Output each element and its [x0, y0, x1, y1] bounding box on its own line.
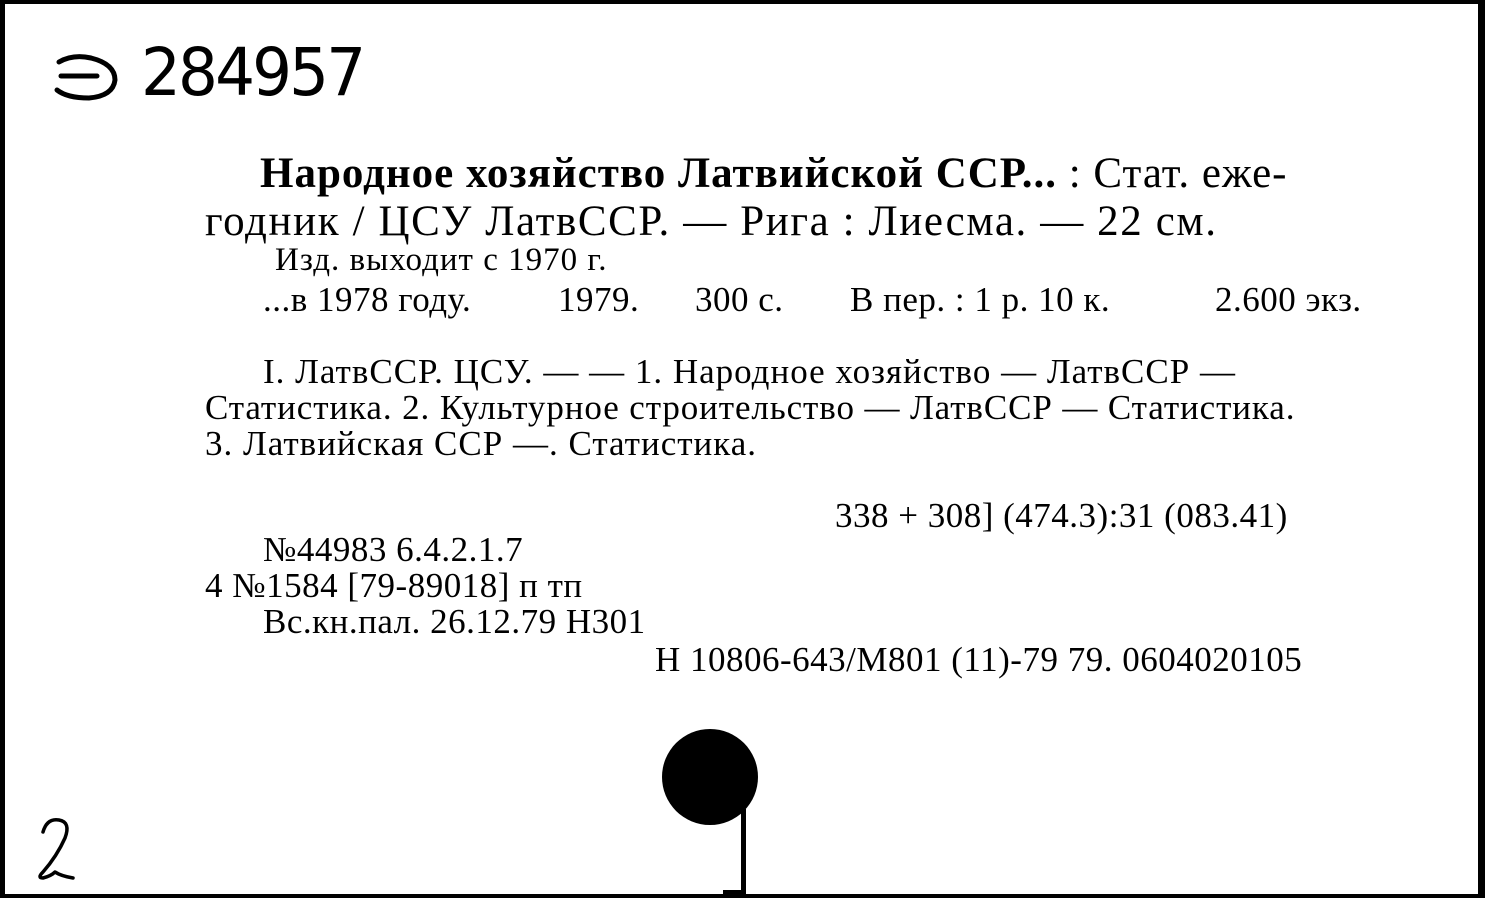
subjects-line-3: 3. Латвийская ССР —. Статистика. [205, 424, 758, 463]
order-number: №44983 6.4.2.1.7 [263, 530, 524, 569]
punch-hole-slot [741, 809, 746, 897]
volume-pub-year: 1979. [558, 280, 640, 319]
volume-year-title: ...в 1978 году. [263, 280, 472, 319]
publication-note: Изд. выходит с 1970 г. [275, 242, 608, 278]
volume-copies: 2.600 экз. [1215, 280, 1362, 319]
handwritten-digit-icon [33, 814, 83, 884]
catalog-index: Н 10806-643/М801 (11)-79 79. 0604020105 [655, 640, 1303, 679]
title-bold: Народное хозяйство Латвийской ССР... [260, 150, 1057, 197]
title-line-2: годник / ЦСУ ЛатвССР. — Рига : Лиесма. — 22 см. [205, 198, 1218, 245]
handwritten-call-number: 284957 [141, 34, 364, 111]
book-chamber-stamp: Вс.кн.пал. 26.12.79 Н301 [263, 602, 646, 641]
punch-hole-slot-foot [723, 890, 746, 895]
subjects-line-2: Статистика. 2. Культурное строительство — ЛатвССР — Статистика. [205, 388, 1296, 427]
record-number: 4 №1584 [79-89018] п тп [205, 566, 583, 605]
subjects-line-1: I. ЛатвССР. ЦСУ. — — 1. Народное хозяйство — ЛатвССР — [263, 352, 1236, 391]
volume-pages: 300 с. [695, 280, 784, 319]
title-rest: : Стат. еже- [1056, 150, 1288, 197]
volume-price: В пер. : 1 р. 10 к. [850, 280, 1111, 319]
title-line-1 [260, 152, 1288, 195]
handwritten-mark-icon [53, 52, 135, 104]
udc-code: 338 + 308] (474.3):31 (083.41) [835, 496, 1288, 535]
